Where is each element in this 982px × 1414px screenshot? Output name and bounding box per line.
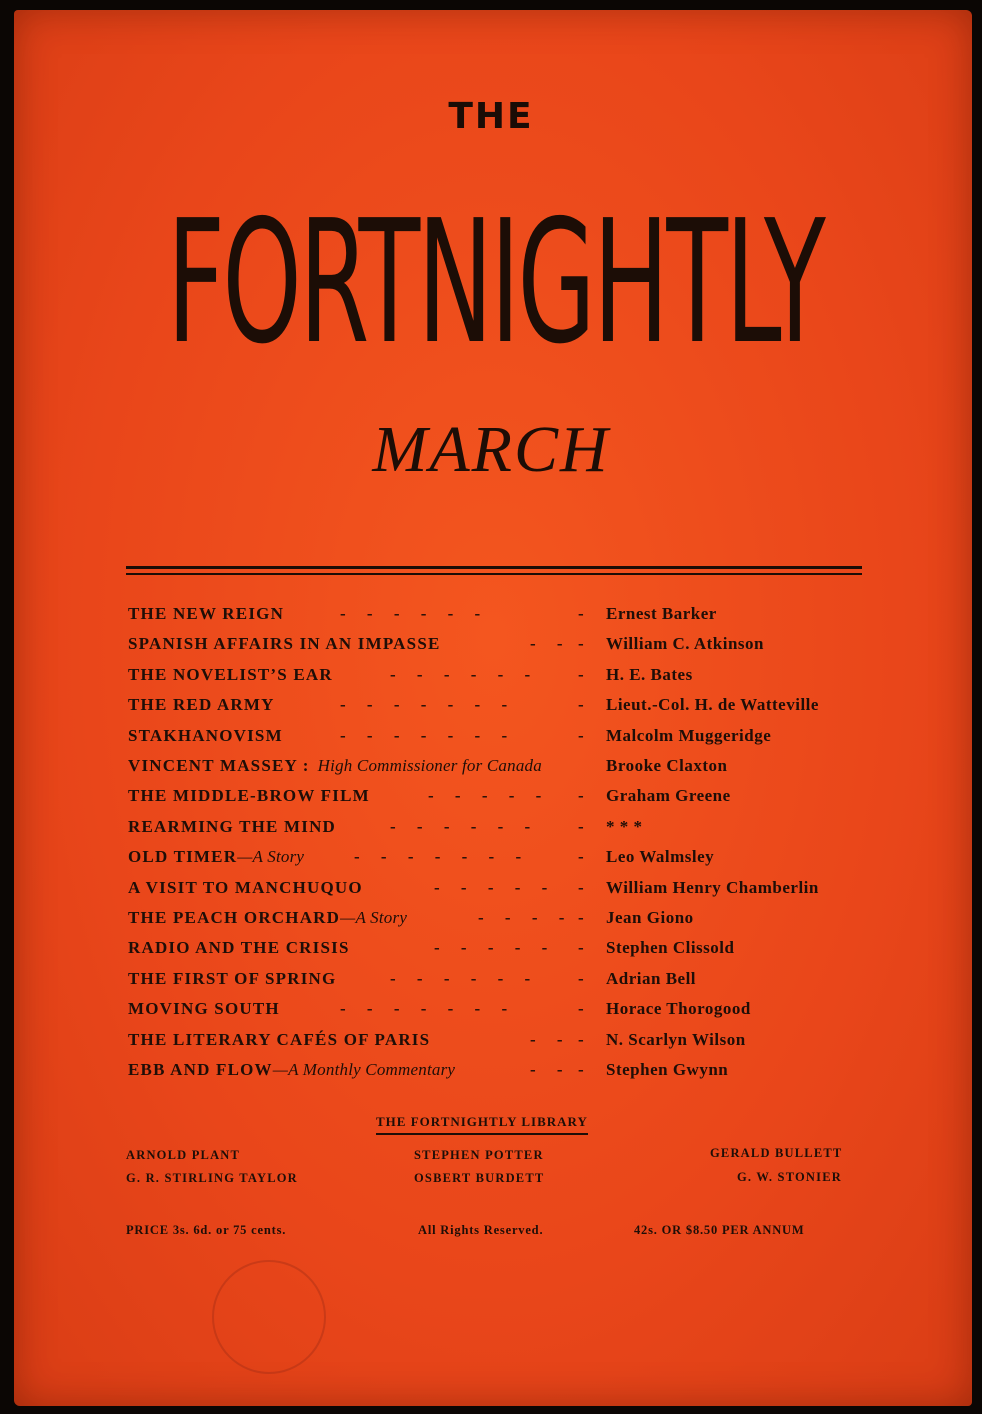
article-title <box>128 847 304 867</box>
leader-dashes: - - - - - - <box>390 968 531 988</box>
leader-dash-end: - <box>578 634 584 654</box>
article-author: Malcolm Muggeridge <box>606 725 772 745</box>
article-title-text: THE NOVELIST’S EAR <box>128 664 333 684</box>
article-subtitle: High Commissioner for Canada <box>317 756 542 775</box>
article-title <box>128 969 336 989</box>
article-author: Jean Giono <box>606 908 694 927</box>
price-text: PRICE 3s. 6d. or 75 cents. <box>126 1223 287 1237</box>
article-title-text: THE MIDDLE-BROW FILM <box>128 786 370 806</box>
article-title <box>128 1030 430 1050</box>
leader-dash-end: - <box>578 695 584 715</box>
article-title-text: RADIO AND THE CRISIS <box>128 938 350 958</box>
divider-rule-thin <box>126 573 862 575</box>
article-title <box>128 938 350 958</box>
article-title-text: EBB AND FLOW <box>128 1060 273 1079</box>
article-title <box>128 908 407 928</box>
contents-row <box>128 1060 868 1086</box>
library-heading: THE FORTNIGHTLY LIBRARY <box>376 1114 588 1135</box>
article-author: Ernest Barker <box>606 604 717 623</box>
article-title-text: A VISIT TO MANCHUQUO <box>128 877 363 897</box>
leader-dash-end: - <box>578 725 584 745</box>
article-author: Horace Thorogood <box>606 999 751 1019</box>
article-author: * * * <box>606 816 643 836</box>
leader-dash-end: - <box>578 1060 584 1079</box>
leader-dashes: - - - - - - - <box>354 847 522 867</box>
leader-dash-end: - <box>578 816 584 836</box>
leader-dash-end: - <box>578 968 584 988</box>
contents-row <box>128 969 868 995</box>
leader-dash-end: - <box>578 786 584 806</box>
article-author: Leo Walmsley <box>606 847 715 867</box>
article-title-text: THE LITERARY CAFÉS OF PARIS <box>128 1029 431 1049</box>
article-title <box>128 665 333 685</box>
leader-dash-end: - <box>578 908 584 927</box>
contents-row <box>128 878 868 904</box>
rights-text: All Rights Reserved. <box>418 1223 544 1237</box>
article-title <box>128 634 441 654</box>
contents-row <box>128 999 868 1025</box>
article-title-text: REARMING THE MIND <box>128 816 337 836</box>
article-author: Graham Greene <box>606 786 731 806</box>
contents-row <box>128 847 868 873</box>
article-title-text: MOVING SOUTH <box>128 999 280 1019</box>
contents-row <box>128 604 868 630</box>
leader-dash-end: - <box>578 877 584 897</box>
article-author: H. E. Bates <box>606 664 693 684</box>
contents-row <box>128 1030 868 1056</box>
article-author: William Henry Chamberlin <box>606 877 819 897</box>
leader-dash-end: - <box>578 999 584 1019</box>
leader-dashes: - - - - - <box>428 786 542 806</box>
contents-row <box>128 908 868 934</box>
leader-dashes: - - - - - - - <box>340 999 508 1019</box>
article-title-text: SPANISH AFFAIRS IN AN IMPASSE <box>128 634 441 654</box>
leader-dashes: - - - - - - - <box>340 695 508 715</box>
article-title <box>128 999 280 1019</box>
article-author: Adrian Bell <box>606 968 697 988</box>
article-title-text: VINCENT MASSEY : <box>128 756 310 775</box>
leader-dashes: - - - - - - - <box>340 725 508 745</box>
article-title <box>128 604 284 624</box>
library-author: STEPHEN POTTER <box>414 1148 544 1162</box>
leader-dashes: - - - - - - <box>340 604 481 623</box>
article-title-text: THE PEACH ORCHARD <box>128 908 341 927</box>
contents-row <box>128 786 868 812</box>
article-subtitle: —A Monthly Commentary <box>272 1060 456 1079</box>
article-author: Brooke Claxton <box>606 756 728 775</box>
leader-dashes: - - - - - <box>434 938 548 958</box>
masthead-the: THE <box>448 96 534 137</box>
article-author: Stephen Gwynn <box>606 1060 729 1079</box>
leader-dashes: - - - - - - <box>390 664 531 684</box>
leader-dashes: - - <box>530 1029 563 1049</box>
library-author: G. R. STIRLING TAYLOR <box>126 1171 298 1185</box>
contents-row <box>128 665 868 691</box>
issue-month: MARCH <box>372 413 610 486</box>
leader-dash-end: - <box>578 1029 584 1049</box>
article-author: William C. Atkinson <box>606 634 764 654</box>
contents-row <box>128 817 868 843</box>
contents-row <box>128 938 868 964</box>
library-stamp-mark <box>212 1260 326 1374</box>
leader-dashes: - - - - <box>478 908 565 927</box>
library-author: G. W. STONIER <box>737 1170 842 1184</box>
article-author: Lieut.-Col. H. de Watteville <box>606 695 819 715</box>
article-title <box>128 726 283 746</box>
article-title-text: THE RED ARMY <box>128 695 275 715</box>
contents-row <box>128 756 868 782</box>
leader-dash-end: - <box>578 604 584 623</box>
article-title-text: OLD TIMER <box>128 847 238 867</box>
article-author: Stephen Clissold <box>606 938 735 958</box>
contents-row <box>128 726 868 752</box>
leader-dash-end: - <box>578 938 584 958</box>
contents-row <box>128 634 868 660</box>
article-title <box>128 1060 455 1080</box>
annual-price-text: 42s. OR $8.50 PER ANNUM <box>634 1223 805 1237</box>
leader-dashes: - - <box>530 634 563 654</box>
article-title-text: THE FIRST OF SPRING <box>128 968 337 988</box>
contents-row <box>128 695 868 721</box>
article-title <box>128 817 336 837</box>
masthead-title: FORTNIGHTLY <box>166 184 823 382</box>
library-author: ARNOLD PLANT <box>126 1148 241 1162</box>
leader-dash-end: - <box>578 847 584 867</box>
article-title <box>128 786 370 806</box>
article-subtitle: —A Story <box>340 908 408 927</box>
divider-rule-thick <box>126 566 862 569</box>
article-title <box>128 878 363 898</box>
article-subtitle: —A Story <box>237 847 305 867</box>
article-title-text: STAKHANOVISM <box>128 725 283 745</box>
article-title <box>128 695 275 715</box>
article-title-text: THE NEW REIGN <box>128 604 285 623</box>
leader-dashes: - - - - - - <box>390 816 531 836</box>
leader-dash-end: - <box>578 664 584 684</box>
article-title <box>128 756 542 776</box>
library-author: OSBERT BURDETT <box>414 1171 545 1185</box>
article-author: N. Scarlyn Wilson <box>606 1029 746 1049</box>
leader-dashes: - - <box>530 1060 563 1079</box>
library-author: GERALD BULLETT <box>710 1146 843 1160</box>
leader-dashes: - - - - - <box>434 877 548 897</box>
